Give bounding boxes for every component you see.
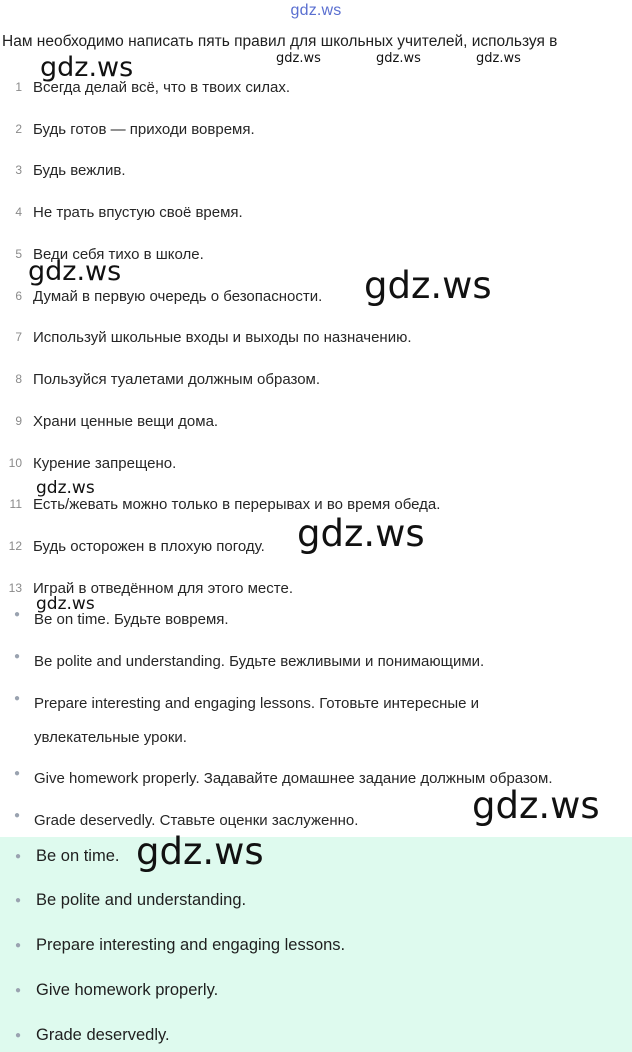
rule-text: Будь осторожен в плохую погоду. xyxy=(33,537,265,555)
list-item xyxy=(0,603,229,637)
watermark: gdz.ws xyxy=(297,512,425,555)
list-item xyxy=(0,687,479,755)
rule-number: 11 xyxy=(9,497,22,511)
bullet-icon: ● xyxy=(14,939,22,951)
bullet-icon: ● xyxy=(14,984,22,996)
watermark: gdz.ws xyxy=(28,256,122,287)
bullet-icon: ● xyxy=(13,609,21,620)
rule-text: Веди себя тихо в школе. xyxy=(33,245,204,263)
rule-text: Курение запрещено. xyxy=(33,454,177,472)
bullet-icon: ● xyxy=(14,1029,22,1041)
watermark: gdz.ws xyxy=(40,52,134,83)
answer-text: Be on time. xyxy=(36,846,120,865)
list-item xyxy=(0,762,553,796)
bullet-icon: ● xyxy=(14,850,22,862)
watermark: gdz.ws xyxy=(136,830,264,873)
rule-item xyxy=(0,157,126,183)
list-item-text: Give homework properly. Задавайте домашнее задание должным образом. xyxy=(34,770,553,787)
rule-number: 9 xyxy=(15,414,22,428)
bullet-icon: ● xyxy=(13,768,21,779)
list-item-text: Prepare interesting and engaging lessons. Готовьте интересные и xyxy=(34,695,480,712)
bullet-icon: ● xyxy=(13,651,21,662)
bullet-icon: ● xyxy=(13,810,21,821)
rule-number: 3 xyxy=(15,163,22,177)
watermark: gdz.ws xyxy=(476,51,521,66)
rule-item xyxy=(0,533,265,559)
answer-item xyxy=(0,977,218,1003)
rule-text: Всегда делай всё, что в твоих силах. xyxy=(33,78,290,96)
list-item-text: Be on time. Будьте вовремя. xyxy=(34,611,229,628)
rule-text: Будь готов — приходи вовремя. xyxy=(33,120,255,138)
answer-box xyxy=(0,837,632,1052)
rule-item xyxy=(0,450,176,476)
rule-number: 2 xyxy=(15,122,22,136)
answer-text: Be polite and understanding. xyxy=(36,890,247,909)
answer-item xyxy=(0,843,119,869)
rule-number: 7 xyxy=(15,330,22,344)
watermark: gdz.ws xyxy=(376,51,421,66)
rule-text: Пользуйся туалетами должным образом. xyxy=(33,370,321,388)
watermark: gdz.ws xyxy=(276,51,321,66)
rule-number: 12 xyxy=(8,539,22,553)
rule-number: 6 xyxy=(15,289,22,303)
rule-item xyxy=(0,324,412,350)
watermark: gdz.ws xyxy=(36,478,95,498)
rule-item xyxy=(0,116,255,142)
answer-text: Grade deservedly. xyxy=(36,1025,170,1044)
list-item xyxy=(0,645,484,679)
rule-number: 10 xyxy=(8,456,22,470)
rule-text: Есть/жевать можно только в перерывах и во время обеда. xyxy=(33,495,441,513)
answer-text: Prepare interesting and engaging lessons. xyxy=(36,935,346,954)
rule-number: 5 xyxy=(15,247,22,261)
answer-text: Give homework properly. xyxy=(36,980,219,999)
rule-text: Используй школьные входы и выходы по назначению. xyxy=(33,328,412,346)
rule-number: 1 xyxy=(15,80,22,94)
answer-item xyxy=(0,887,246,913)
watermark: gdz.ws xyxy=(364,264,492,307)
bullet-icon: ● xyxy=(13,693,21,704)
rule-item xyxy=(0,199,243,225)
rule-text: Играй в отведённом для этого месте. xyxy=(33,579,293,597)
list-item-text: Grade deservedly. Ставьте оценки заслуженно. xyxy=(34,812,359,829)
rule-number: 13 xyxy=(8,581,22,595)
rule-item xyxy=(0,408,218,434)
watermark: gdz.ws xyxy=(36,594,95,614)
rule-text: Храни ценные вещи дома. xyxy=(33,412,219,430)
rule-text: Не трать впустую своё время. xyxy=(33,203,243,221)
rule-text: Будь вежлив. xyxy=(33,161,126,179)
list-item-text: Be polite and understanding. Будьте вежливыми и понимающими. xyxy=(34,653,485,670)
rule-number: 4 xyxy=(15,205,22,219)
site-header[interactable]: gdz.ws xyxy=(290,2,342,19)
answer-item xyxy=(0,932,345,958)
answer-item xyxy=(0,1022,170,1048)
list-item-text-block xyxy=(34,687,479,755)
watermark: gdz.ws xyxy=(472,784,600,827)
bullet-icon: ● xyxy=(14,894,22,906)
intro-text: Нам необходимо написать пять правил для школьных учителей, используя в xyxy=(2,33,558,50)
rule-number: 8 xyxy=(15,372,22,386)
rule-text: Думай в первую очередь о безопасности. xyxy=(33,287,323,305)
rule-item xyxy=(0,366,320,392)
list-item-text-continued: увлекательные уроки. xyxy=(34,729,187,746)
